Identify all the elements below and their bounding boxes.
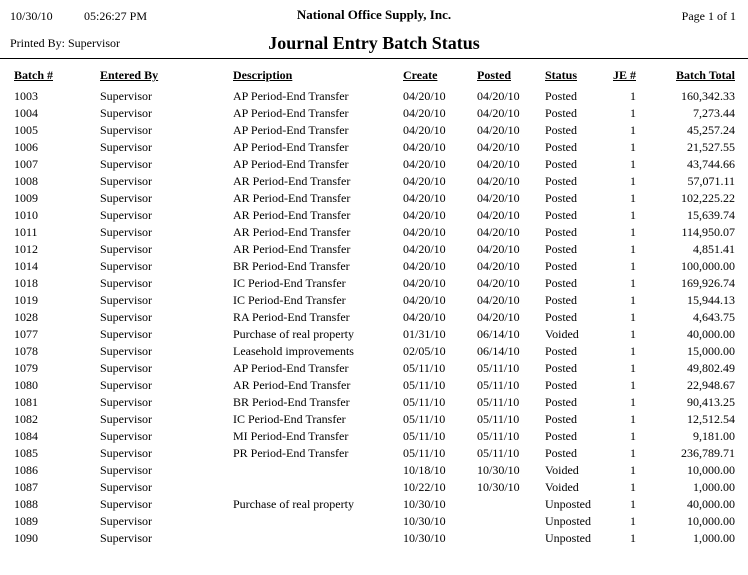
cell-create-date: 01/31/10 (403, 327, 446, 341)
cell-batch-number: 1088 (14, 497, 38, 511)
cell-description: IC Period-End Transfer (233, 276, 346, 290)
cell-batch-total: 4,851.41 (693, 242, 735, 256)
cell-status: Posted (545, 208, 578, 222)
cell-batch-total: 7,273.44 (693, 106, 735, 120)
cell-batch-number: 1087 (14, 480, 38, 494)
column-header-posted-date: Posted (477, 68, 511, 82)
cell-entered-by: Supervisor (100, 89, 152, 103)
cell-posted-date: 04/20/10 (477, 191, 520, 205)
cell-status: Posted (545, 395, 578, 409)
cell-entered-by: Supervisor (100, 310, 152, 324)
cell-batch-total: 15,944.13 (687, 293, 735, 307)
cell-posted-date: 04/20/10 (477, 276, 520, 290)
table-row (0, 462, 748, 479)
cell-batch-number: 1082 (14, 412, 38, 426)
table-row (0, 258, 748, 275)
column-header-batch-number: Batch # (14, 68, 53, 82)
cell-posted-date: 05/11/10 (477, 412, 520, 426)
cell-status: Posted (545, 89, 578, 103)
cell-create-date: 10/30/10 (403, 497, 446, 511)
table-row (0, 105, 748, 122)
column-header-je-number: JE # (612, 68, 636, 82)
cell-entered-by: Supervisor (100, 106, 152, 120)
cell-entered-by: Supervisor (100, 191, 152, 205)
cell-batch-number: 1012 (14, 242, 38, 256)
cell-batch-total: 21,527.55 (687, 140, 735, 154)
cell-je-number: 1 (630, 106, 636, 120)
cell-entered-by: Supervisor (100, 497, 152, 511)
table-row (0, 156, 748, 173)
cell-posted-date: 05/11/10 (477, 361, 520, 375)
cell-batch-total: 102,225.22 (681, 191, 735, 205)
cell-status: Unposted (545, 531, 591, 545)
cell-batch-total: 236,789.71 (681, 446, 735, 460)
column-header-batch-total: Batch Total (675, 68, 735, 82)
cell-batch-number: 1018 (14, 276, 38, 290)
cell-posted-date: 04/20/10 (477, 123, 520, 137)
cell-create-date: 04/20/10 (403, 208, 446, 222)
cell-entered-by: Supervisor (100, 514, 152, 528)
cell-entered-by: Supervisor (100, 157, 152, 171)
cell-status: Posted (545, 174, 578, 188)
cell-create-date: 10/30/10 (403, 531, 446, 545)
table-row (0, 530, 748, 547)
cell-je-number: 1 (630, 344, 636, 358)
cell-batch-total: 1,000.00 (693, 480, 735, 494)
printed-by-label: Printed By: Supervisor (10, 36, 120, 50)
cell-status: Voided (545, 480, 579, 494)
cell-description: AR Period-End Transfer (233, 225, 351, 239)
report-time: 05:26:27 PM (84, 9, 148, 23)
cell-create-date: 04/20/10 (403, 276, 446, 290)
cell-batch-number: 1004 (14, 106, 38, 120)
cell-batch-number: 1084 (14, 429, 38, 443)
cell-status: Posted (545, 310, 578, 324)
cell-status: Posted (545, 225, 578, 239)
cell-description: Purchase of real property (233, 497, 354, 511)
cell-create-date: 04/20/10 (403, 157, 446, 171)
cell-entered-by: Supervisor (100, 259, 152, 273)
cell-posted-date: 06/14/10 (477, 327, 520, 341)
cell-status: Posted (545, 344, 578, 358)
cell-description: AP Period-End Transfer (233, 106, 349, 120)
cell-je-number: 1 (630, 225, 636, 239)
cell-batch-total: 40,000.00 (687, 327, 735, 341)
table-row (0, 241, 748, 258)
cell-description: AP Period-End Transfer (233, 89, 349, 103)
cell-status: Unposted (545, 514, 591, 528)
cell-batch-number: 1010 (14, 208, 38, 222)
cell-status: Posted (545, 259, 578, 273)
cell-posted-date: 04/20/10 (477, 140, 520, 154)
cell-description (233, 513, 403, 530)
cell-entered-by: Supervisor (100, 378, 152, 392)
table-row (0, 309, 748, 326)
cell-description: AP Period-End Transfer (233, 140, 349, 154)
table-row (0, 275, 748, 292)
cell-posted-date: 10/30/10 (477, 480, 520, 494)
column-header-description: Description (233, 68, 293, 82)
cell-batch-number: 1005 (14, 123, 38, 137)
cell-entered-by: Supervisor (100, 361, 152, 375)
cell-entered-by: Supervisor (100, 174, 152, 188)
batch-table-body (0, 88, 748, 547)
cell-description: Leasehold improvements (233, 344, 354, 358)
cell-status: Posted (545, 242, 578, 256)
cell-posted-date: 04/20/10 (477, 242, 520, 256)
table-row (0, 513, 748, 530)
cell-posted-date: 04/20/10 (477, 174, 520, 188)
cell-batch-total: 1,000.00 (693, 531, 735, 545)
cell-status: Posted (545, 123, 578, 137)
cell-batch-total: 45,257.24 (687, 123, 735, 137)
cell-batch-total: 10,000.00 (687, 463, 735, 477)
cell-create-date: 04/20/10 (403, 191, 446, 205)
table-row (0, 207, 748, 224)
cell-entered-by: Supervisor (100, 429, 152, 443)
cell-batch-total: 22,948.67 (687, 378, 735, 392)
cell-je-number: 1 (630, 463, 636, 477)
cell-status: Unposted (545, 497, 591, 511)
table-row (0, 122, 748, 139)
cell-je-number: 1 (630, 514, 636, 528)
cell-posted-date: 05/11/10 (477, 446, 520, 460)
cell-je-number: 1 (630, 531, 636, 545)
cell-batch-number: 1007 (14, 157, 38, 171)
table-row (0, 343, 748, 360)
cell-posted-date: 04/20/10 (477, 259, 520, 273)
cell-batch-number: 1019 (14, 293, 38, 307)
cell-batch-total: 4,643.75 (693, 310, 735, 324)
report-title: Journal Entry Batch Status (268, 33, 480, 53)
cell-entered-by: Supervisor (100, 276, 152, 290)
cell-je-number: 1 (630, 310, 636, 324)
cell-status: Posted (545, 293, 578, 307)
cell-create-date: 04/20/10 (403, 259, 446, 273)
cell-batch-number: 1006 (14, 140, 38, 154)
cell-batch-total: 57,071.11 (687, 174, 735, 188)
cell-je-number: 1 (630, 140, 636, 154)
cell-create-date: 02/05/10 (403, 344, 446, 358)
cell-entered-by: Supervisor (100, 225, 152, 239)
cell-batch-number: 1078 (14, 344, 38, 358)
cell-je-number: 1 (630, 89, 636, 103)
cell-batch-number: 1080 (14, 378, 38, 392)
cell-je-number: 1 (630, 123, 636, 137)
cell-posted-date (477, 530, 545, 547)
cell-create-date: 04/20/10 (403, 242, 446, 256)
cell-description: RA Period-End Transfer (233, 310, 350, 324)
cell-posted-date: 04/20/10 (477, 293, 520, 307)
cell-batch-number: 1003 (14, 89, 38, 103)
cell-je-number: 1 (630, 242, 636, 256)
cell-description: MI Period-End Transfer (233, 429, 349, 443)
cell-entered-by: Supervisor (100, 395, 152, 409)
cell-entered-by: Supervisor (100, 412, 152, 426)
cell-create-date: 05/11/10 (403, 412, 446, 426)
cell-batch-number: 1085 (14, 446, 38, 460)
cell-posted-date (477, 513, 545, 530)
cell-status: Voided (545, 463, 579, 477)
cell-description (233, 530, 403, 547)
cell-batch-number: 1008 (14, 174, 38, 188)
cell-create-date: 05/11/10 (403, 361, 446, 375)
cell-create-date: 05/11/10 (403, 395, 446, 409)
cell-description: IC Period-End Transfer (233, 412, 346, 426)
cell-create-date: 04/20/10 (403, 293, 446, 307)
page-indicator: Page 1 of 1 (681, 9, 736, 23)
cell-batch-number: 1009 (14, 191, 38, 205)
table-row (0, 360, 748, 377)
cell-description: AP Period-End Transfer (233, 157, 349, 171)
cell-batch-number: 1011 (14, 225, 38, 239)
cell-batch-total: 90,413.25 (687, 395, 735, 409)
cell-entered-by: Supervisor (100, 208, 152, 222)
cell-create-date: 10/22/10 (403, 480, 446, 494)
cell-batch-number: 1086 (14, 463, 38, 477)
cell-status: Posted (545, 157, 578, 171)
table-row (0, 292, 748, 309)
cell-posted-date: 04/20/10 (477, 106, 520, 120)
cell-posted-date: 05/11/10 (477, 429, 520, 443)
cell-batch-total: 160,342.33 (681, 89, 735, 103)
cell-je-number: 1 (630, 378, 636, 392)
cell-status: Posted (545, 446, 578, 460)
cell-description: Purchase of real property (233, 327, 354, 341)
cell-batch-total: 9,181.00 (693, 429, 735, 443)
cell-batch-total: 43,744.66 (687, 157, 735, 171)
cell-create-date: 05/11/10 (403, 429, 446, 443)
cell-create-date: 04/20/10 (403, 106, 446, 120)
cell-batch-number: 1079 (14, 361, 38, 375)
cell-description: AR Period-End Transfer (233, 242, 351, 256)
cell-batch-total: 169,926.74 (681, 276, 735, 290)
cell-entered-by: Supervisor (100, 123, 152, 137)
table-row (0, 139, 748, 156)
cell-batch-number: 1089 (14, 514, 38, 528)
cell-entered-by: Supervisor (100, 344, 152, 358)
cell-batch-total: 10,000.00 (687, 514, 735, 528)
cell-posted-date: 04/20/10 (477, 225, 520, 239)
table-row (0, 173, 748, 190)
company-name: National Office Supply, Inc. (296, 7, 452, 22)
column-header-entered-by: Entered By (100, 68, 159, 82)
cell-batch-number: 1028 (14, 310, 38, 324)
cell-create-date: 05/11/10 (403, 446, 446, 460)
cell-je-number: 1 (630, 480, 636, 494)
cell-entered-by: Supervisor (100, 140, 152, 154)
cell-create-date: 04/20/10 (403, 123, 446, 137)
cell-create-date: 10/30/10 (403, 514, 446, 528)
cell-entered-by: Supervisor (100, 480, 152, 494)
table-row (0, 496, 748, 513)
cell-description: PR Period-End Transfer (233, 446, 349, 460)
table-row (0, 394, 748, 411)
cell-batch-total: 49,802.49 (687, 361, 735, 375)
cell-batch-total: 40,000.00 (687, 497, 735, 511)
cell-posted-date: 05/11/10 (477, 378, 520, 392)
cell-description: BR Period-End Transfer (233, 395, 350, 409)
batch-status-table (0, 65, 748, 547)
cell-status: Posted (545, 191, 578, 205)
cell-je-number: 1 (630, 191, 636, 205)
cell-je-number: 1 (630, 327, 636, 341)
cell-je-number: 1 (630, 276, 636, 290)
cell-posted-date: 05/11/10 (477, 395, 520, 409)
cell-je-number: 1 (630, 395, 636, 409)
column-header-create-date: Create (403, 68, 438, 82)
cell-posted-date: 04/20/10 (477, 208, 520, 222)
cell-description (233, 462, 403, 479)
cell-je-number: 1 (630, 361, 636, 375)
table-row (0, 445, 748, 462)
cell-je-number: 1 (630, 412, 636, 426)
column-header-status: Status (545, 68, 578, 82)
cell-batch-total: 114,950.07 (681, 225, 735, 239)
cell-create-date: 10/18/10 (403, 463, 446, 477)
cell-description (233, 479, 403, 496)
cell-batch-total: 12,512.54 (687, 412, 735, 426)
cell-description: BR Period-End Transfer (233, 259, 350, 273)
cell-description: IC Period-End Transfer (233, 293, 346, 307)
cell-entered-by: Supervisor (100, 327, 152, 341)
cell-description: AP Period-End Transfer (233, 361, 349, 375)
table-row (0, 428, 748, 445)
cell-entered-by: Supervisor (100, 446, 152, 460)
cell-je-number: 1 (630, 429, 636, 443)
cell-posted-date: 06/14/10 (477, 344, 520, 358)
cell-je-number: 1 (630, 174, 636, 188)
cell-entered-by: Supervisor (100, 463, 152, 477)
table-row (0, 479, 748, 496)
cell-posted-date: 04/20/10 (477, 310, 520, 324)
cell-create-date: 04/20/10 (403, 140, 446, 154)
cell-entered-by: Supervisor (100, 293, 152, 307)
cell-description: AR Period-End Transfer (233, 191, 351, 205)
cell-batch-number: 1077 (14, 327, 38, 341)
cell-status: Posted (545, 140, 578, 154)
table-row (0, 224, 748, 241)
table-row (0, 326, 748, 343)
cell-posted-date (477, 496, 545, 513)
cell-status: Voided (545, 327, 579, 341)
cell-description: AR Period-End Transfer (233, 174, 351, 188)
cell-status: Posted (545, 106, 578, 120)
table-row (0, 377, 748, 394)
cell-batch-total: 100,000.00 (681, 259, 735, 273)
cell-je-number: 1 (630, 293, 636, 307)
cell-status: Posted (545, 378, 578, 392)
cell-posted-date: 10/30/10 (477, 463, 520, 477)
table-header-row (0, 65, 748, 88)
table-row (0, 411, 748, 428)
cell-batch-number: 1081 (14, 395, 38, 409)
report-header (0, 0, 748, 59)
cell-description: AR Period-End Transfer (233, 208, 351, 222)
cell-je-number: 1 (630, 446, 636, 460)
cell-status: Posted (545, 361, 578, 375)
cell-description: AP Period-End Transfer (233, 123, 349, 137)
cell-je-number: 1 (630, 157, 636, 171)
cell-batch-number: 1090 (14, 531, 38, 545)
cell-entered-by: Supervisor (100, 531, 152, 545)
cell-create-date: 04/20/10 (403, 225, 446, 239)
cell-create-date: 04/20/10 (403, 174, 446, 188)
cell-description: AR Period-End Transfer (233, 378, 351, 392)
table-row (0, 190, 748, 207)
cell-je-number: 1 (630, 259, 636, 273)
cell-status: Posted (545, 276, 578, 290)
cell-status: Posted (545, 412, 578, 426)
cell-create-date: 04/20/10 (403, 310, 446, 324)
cell-posted-date: 04/20/10 (477, 157, 520, 171)
cell-je-number: 1 (630, 208, 636, 222)
report-date: 10/30/10 (10, 9, 53, 23)
cell-posted-date: 04/20/10 (477, 89, 520, 103)
cell-je-number: 1 (630, 497, 636, 511)
cell-create-date: 05/11/10 (403, 378, 446, 392)
cell-batch-total: 15,639.74 (687, 208, 735, 222)
table-row (0, 88, 748, 105)
cell-entered-by: Supervisor (100, 242, 152, 256)
cell-status: Posted (545, 429, 578, 443)
cell-create-date: 04/20/10 (403, 89, 446, 103)
cell-batch-number: 1014 (14, 259, 38, 273)
cell-batch-total: 15,000.00 (687, 344, 735, 358)
